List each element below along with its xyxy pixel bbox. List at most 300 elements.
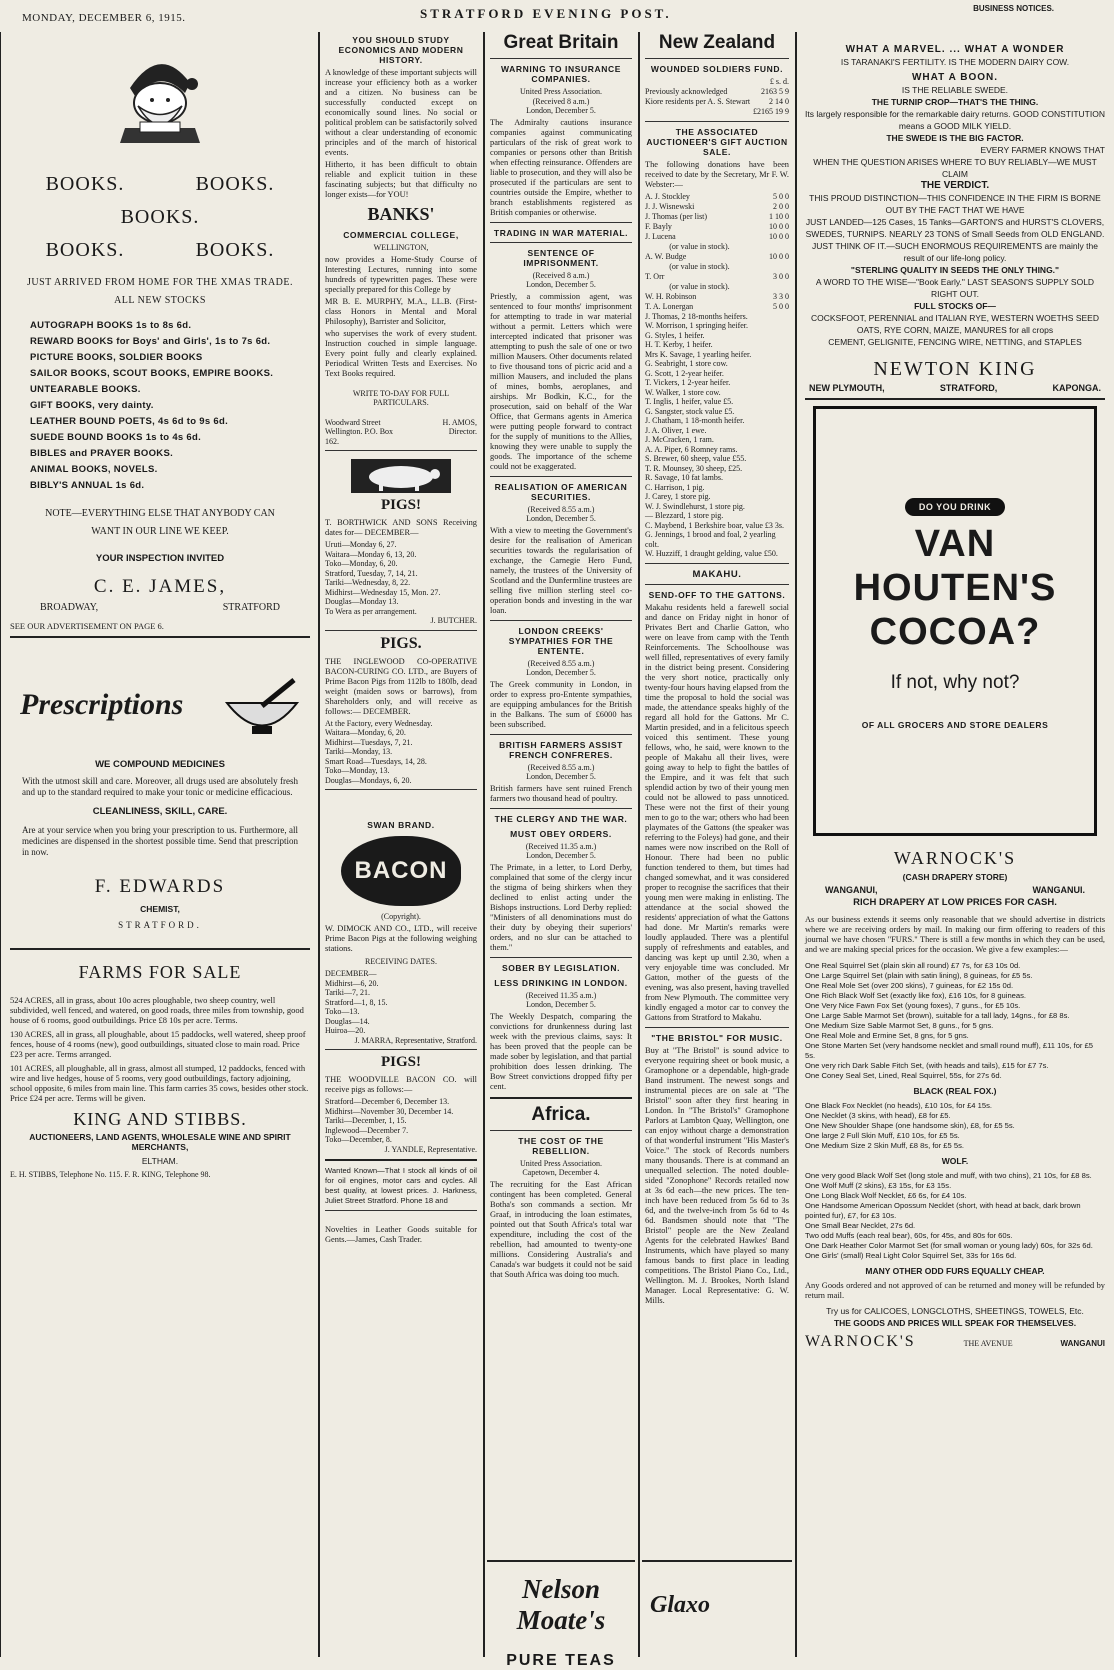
write-today: WRITE TO-DAY FOR FULL PARTICULARS. — [352, 388, 450, 407]
study-heading: YOU SHOULD STUDY ECONOMICS AND MODERN HISTORY. — [338, 35, 464, 65]
table-row — [645, 212, 789, 222]
agents-telephone: E. H. STIBBS, Telephone No. 115. F. R. KING, Telephone 98. — [10, 1170, 211, 1179]
seed-ad-line: EVERY FARMER KNOWS THAT — [980, 145, 1105, 155]
study-paragraph: A knowledge of these important subjects will increase your efficiency both as a worker and a citizen. No business can be successfully conducted except on economically sound lines. No social or political problem can be satisfactorily solved without a clear understanding of economic principles and of the march of historical events. — [325, 68, 477, 157]
book-list-item: BIBLES and PRAYER BOOKS. — [30, 448, 174, 459]
fur-item: One Handsome American Opossum Necklet (short, with head at back, dark brown pointed fur), £7, for £3 10s. — [805, 1201, 1081, 1220]
received-time: (Received 8 a.m.) — [532, 96, 590, 106]
date-line: Midhirst—Wednesday 15, Mon. 27. — [325, 587, 441, 597]
wolf-list — [805, 1171, 1105, 1261]
date-line: Midhirst—November 30, December 14. — [325, 1106, 454, 1116]
gift-item: — Blezzard, 1 store pig. — [645, 511, 724, 520]
donations-table — [645, 192, 789, 312]
date-line: DECEMBER— — [325, 969, 377, 978]
article-body: The Weekly Despatch, comparing the convictions for drunkenness during last week with the previous claims, says: It has been proved that the people can be made sober by legislation, and that partial prohibition does lessen drinking. The Bow Street convictions dropped fifty per cent. — [490, 1011, 632, 1091]
prescriptions-text: With the utmost skill and care. Moreover, all drugs used are absolutely fresh and up to the standard required to make your tonic or medicine efficacious. — [22, 776, 298, 797]
article-heading: WARNING TO INSURANCE COMPANIES. — [501, 64, 621, 84]
amount — [754, 262, 789, 272]
article-heading: SENTENCE OF IMPRISONMENT. — [523, 247, 599, 268]
book-list-item: UNTEARABLE BOOKS. — [30, 384, 141, 395]
dimock-dates — [325, 969, 477, 1036]
fund-value: 2 14 0 — [769, 96, 789, 106]
woodville-dates — [325, 1097, 477, 1145]
fur-item: One Necklet (3 skins, with head), £8 for £5. — [805, 1111, 951, 1120]
farms-title: FARMS FOR SALE — [78, 962, 242, 982]
seed-ad-line: CEMENT, GELIGNITE, FENCING WIRE, NETTING, and STAPLES — [828, 337, 1082, 347]
table-row — [645, 202, 789, 212]
mortar-pestle-icon — [222, 678, 302, 738]
article-body: The Greek community in London, in order to express pro-Entente sympathies, are equipping ambulances for the British in the Balkans. The sum of £6000 has been subscribed. — [490, 679, 632, 729]
college-contact — [325, 418, 477, 447]
book-list-item: PICTURE BOOKS, SOLDIER BOOKS — [30, 352, 203, 363]
fur-item: One Long Black Wolf Necklet, £6 6s, for £4 10s. — [805, 1191, 967, 1200]
table-row — [645, 282, 789, 292]
books-heading: BOOKS. — [120, 206, 200, 228]
address-street: BROADWAY, — [40, 602, 99, 613]
warnock-intro: As our business extends it seems only reasonable that we should advertise in districts where we are receiving orders by mail. In making our firm offering to readers of this journal we have chosen "FURS." There is still a few months in which they can be used, and we are making special prices for the occasion. We give a few examples:— — [805, 915, 1105, 954]
date-line: Midhirst—Tuesdays, 7, 21. — [325, 737, 413, 747]
table-row — [645, 242, 789, 252]
fur-item: One Dark Heather Color Marmot Set (for small woman or young lady) 60s, for 32s 6d. — [805, 1241, 1093, 1250]
book-list-item: BIBLY'S ANNUAL 1s 6d. — [30, 480, 145, 491]
donor: W. H. Robinson — [645, 291, 697, 301]
fund-label: Kiore residents per A. S. Stewart — [645, 96, 751, 106]
gift-item: G. Scott, 1 2-year heifer. — [645, 368, 724, 378]
gift-item: H. T. Kerby, 1 heifer. — [645, 340, 713, 349]
gift-item: J. Chatham, 1 18-month heifer. — [645, 416, 745, 425]
section-africa: Africa. — [531, 1103, 591, 1125]
orders-note: Any Goods ordered and not approved of can be returned and money will be refunded by return mail. — [805, 1281, 1105, 1300]
book-list-item: SAILOR BOOKS, SCOUT BOOKS, EMPIRE BOOKS. — [30, 368, 274, 379]
column-5 — [799, 30, 1111, 1658]
glaxo-ad — [642, 1560, 792, 1658]
article-body: The recruiting for the East African contingent has been completed. General Botha's son commands a section. Mr Graaf, in introducing the loan estimates, pointed out that South Africa's total war expenditure, including the cost of the rebellion, had amounted to twenty-one millions. Considering Australia's and Canada's war budgets it could not be said that South Africa was doing too much. — [490, 1179, 632, 1279]
murphy-credentials: MR B. E. MURPHY, M.A., LL.B. (First-class Honors in Mental and Moral Philosophy), Barrister and Solicitor, — [325, 296, 477, 326]
see-advertisement: SEE OUR ADVERTISEMENT ON PAGE 6. — [10, 621, 164, 631]
nelson-moate-ad — [487, 1560, 635, 1669]
gift-item: S. Brewer, 60 sheep, value £55. — [645, 454, 747, 463]
goods-prices-line: THE GOODS AND PRICES WILL SPEAK FOR THEMSELVES. — [833, 1318, 1077, 1328]
seed-ad-line: THE VERDICT. — [920, 180, 990, 191]
table-row — [645, 107, 789, 117]
article-heading: SEND-OFF TO THE GATTONS. — [648, 589, 786, 600]
college-name: COMMERCIAL COLLEGE, — [343, 230, 459, 240]
table-row — [645, 272, 789, 282]
fur-item: One Small Bear Necklet, 27s 6d. — [805, 1221, 916, 1230]
article-heading: MUST OBEY ORDERS. — [510, 828, 612, 839]
column-rule — [0, 32, 1, 1657]
seed-ad-line: FULL STOCKS OF— — [914, 301, 996, 311]
article-heading: "THE BRISTOL" FOR MUSIC. — [651, 1032, 783, 1043]
town: STRATFORD, — [939, 383, 998, 393]
column-rule — [795, 32, 797, 1657]
donor: F. Bayly — [645, 221, 672, 231]
black-fox-heading: BLACK (REAL FOX.) — [913, 1086, 997, 1096]
gift-item: C. Maybend, 1 Berkshire boar, value £3 3s. — [645, 520, 784, 530]
business-notices-label: BUSINESS NOTICES. — [973, 4, 1054, 13]
copyright: (Copyright). — [381, 912, 421, 921]
van-text: VAN — [914, 523, 996, 565]
fund-label — [645, 107, 752, 117]
donor-note: (or value in stock). — [669, 281, 730, 291]
column-rule — [483, 32, 485, 1657]
gift-item: C. Harrison, 1 pig. — [645, 482, 705, 492]
date-line: Tariki—7, 21. — [325, 988, 370, 997]
column-rule — [638, 32, 640, 1657]
date-line: To Wera as per arrangement. — [325, 606, 417, 616]
received-time: (Received 8.55 a.m.) — [527, 504, 595, 514]
gift-list — [645, 312, 789, 559]
fur-item: One very rich Dark Sable Fitch Set, (with heads and tails), £15 for £7 7s. — [805, 1061, 1049, 1070]
donor: T. Orr — [645, 271, 665, 281]
fur-item: One Wolf Muff (2 skins), £3 15s, for £3 15s. — [805, 1181, 952, 1190]
pigs-heading: PIGS. — [380, 634, 422, 652]
article-heading: THE COST OF THE REBELLION. — [518, 1135, 604, 1156]
seed-ad-line: IS TARANAKI'S FERTILITY. IS THE MODERN DAIRY COW. — [840, 57, 1070, 67]
donor: J. Lucena — [645, 231, 676, 241]
seed-ad-line: WHAT A MARVEL. ... WHAT A WONDER — [845, 44, 1065, 55]
seed-ad-line: WHAT A BOON. — [911, 72, 999, 83]
try-us-line: Try us for CALICOES, LONGCLOTHS, SHEETINGS, TOWELS, Etc. — [826, 1306, 1084, 1316]
article-heading: REALISATION OF AMERICAN SECURITIES. — [494, 481, 628, 502]
seed-ad-line: "STERLING QUALITY IN SEEDS THE ONLY THING." — [850, 265, 1060, 275]
books-header-row-2 — [10, 239, 310, 262]
amount — [754, 282, 789, 292]
seed-ad-line: COCKSFOOT, PERENNIAL and ITALIAN RYE, WESTERN WOETHS SEED OATS, RYE CORN, MAIZE, MANURES for all crops — [811, 313, 1099, 335]
date-line: Huiroa—20. — [325, 1026, 366, 1035]
books-heading: BOOKS. — [45, 173, 125, 195]
fur-item: One Real Mole Set (over 200 skins), 7 guineas, for £2 15s 0d. — [805, 981, 1014, 990]
seed-ad-line: Its largely responsible for the remarkable dairy returns. GOOD CONSTITUTION means a GOOD MILK YIELD. — [805, 109, 1105, 131]
article-body: With a view to meeting the Government's desire for the realisation of American securities towards the regularisation of exchange, the Carnegie Hero Fund, namely, the trustees of the University of Scotland and the Dunfermline trustees are selling five million sterling steel co-operation bonds and investing in the war loan. — [490, 525, 632, 615]
date-line: Toko—13. — [325, 1007, 360, 1016]
college-town: WELLINGTON, — [373, 243, 429, 252]
chemist-label: CHEMIST, — [140, 904, 180, 914]
book-list — [10, 320, 310, 491]
dateline: London, December 5. — [526, 772, 596, 781]
date-line: Tariki—Wednesday, 8, 22. — [325, 578, 411, 587]
donor: A. J. Stockley — [645, 191, 690, 201]
column-2 — [322, 30, 480, 1658]
seed-ad-line: JUST LANDED—125 Cases, 15 Tanks—GARTON'S and HURST'S CLOVERS, SWEDES, TURNIPS. NEARLY 23 TONS of Small Seeds from OLD ENGLAND. — [805, 217, 1105, 239]
newton-king-towns — [805, 383, 1105, 393]
fur-item: One very good Black Wolf Set (long stole and muff, with two chins), 21 10s, for £8 8s. — [805, 1171, 1092, 1180]
dimock-intro: W. DIMOCK AND CO., LTD., will receive Prime Bacon Pigs at the following weighing stations. — [325, 923, 477, 953]
date-line: Tariki—Monday, 13. — [325, 747, 393, 756]
dateline: London, December 5. — [526, 668, 596, 677]
bacon-pig-logo — [341, 836, 461, 906]
nelson-logo: Nelson Moate's — [516, 1574, 606, 1635]
amount: 5 0 0 — [773, 301, 789, 311]
compound-heading: WE COMPOUND MEDICINES — [95, 759, 225, 770]
books-heading: BOOKS. — [195, 173, 275, 195]
table-row — [645, 232, 789, 242]
table-row — [645, 302, 789, 312]
date-line: Stratford, Tuesday, 7, 14, 21. — [325, 568, 418, 578]
date-line: Douglas—Monday 13. — [325, 597, 399, 606]
dateline: London, December 5. — [526, 514, 596, 523]
dateline: Capetown, December 4. — [522, 1168, 600, 1177]
amount: 10 0 0 — [769, 251, 789, 261]
fur-item: One New Shoulder Shape (one handsome skin), £8, for £5 5s. — [805, 1121, 1015, 1130]
article-heading: LESS DRINKING IN LONDON. — [494, 977, 628, 988]
borthwick-dates — [325, 540, 477, 616]
article-heading: LONDON CREEKS' SYMPATHIES FOR THE ENTENTE. — [508, 625, 614, 656]
fur-item: One Stone Marten Set (very handsome necklet and small round muff), £11 10s, for £5 5s. — [805, 1041, 1094, 1060]
if-not-why-not: If not, why not? — [890, 672, 1020, 693]
gift-item: Mrs K. Savage, 1 yearling heifer. — [645, 349, 752, 359]
press-association: United Press Association. — [520, 1158, 602, 1168]
gift-item: J. Thomas, 2 18-months heifers. — [645, 311, 748, 321]
fur-item: One Black Fox Necklet (no heads), £10 10s, for £4 15s. — [805, 1101, 992, 1110]
chemist-name: F. EDWARDS — [94, 876, 226, 897]
gift-item: W. Walker, 1 store cow. — [645, 387, 721, 397]
gift-item: A. A. Piper, 6 Romney rams. — [645, 444, 738, 454]
wanted-known-ad: Wanted Known—That I stock all kinds of oil for oil engines, motor cars and cycles. All best quality, at lowest prices. J. Harkness, Juliet Street Stratford. Phone 18 and — [325, 1166, 477, 1205]
fur-item: One Large Sable Marmot Set (brown), suitable for a tall lady, 14gns., for £8 8s. — [805, 1011, 1070, 1020]
bacon-logo-text: BACON — [354, 857, 448, 884]
town: KAPONGA. — [1052, 383, 1101, 393]
amount: 3 3 0 — [773, 291, 789, 301]
banks-heading: BANKS' — [367, 204, 435, 224]
received-time: (Received 11.35 a.m.) — [525, 841, 597, 851]
fund-total: £2165 19 9 — [753, 106, 789, 116]
amount: 2 0 0 — [773, 201, 789, 211]
table-row — [645, 292, 789, 302]
fur-item: One Girls' (small) Real Light Color Squirrel Set, 33s for 16s 6d. — [805, 1251, 1017, 1260]
avenue: THE AVENUE — [963, 1339, 1013, 1348]
fur-list — [805, 961, 1105, 1081]
fur-item: One Coney Seal Set, Lined, Real Squirrel, 55s, for 27s 6d. — [805, 1071, 1002, 1080]
marra-signature: J. MARRA, Representative, Stratford. — [354, 1035, 477, 1045]
town: NEW PLYMOUTH, — [809, 383, 885, 393]
address-town: STRATFORD — [222, 602, 280, 613]
wolf-heading: WOLF. — [941, 1156, 969, 1166]
section-makahu: MAKAHU. — [692, 568, 742, 580]
study-paragraph: Hitherto, it has been difficult to obtain reliable and explicit tuition in these fascinating subjects; but that difficulty no longer exists—for YOU! — [325, 160, 477, 199]
inglewood-dates — [325, 719, 477, 786]
borthwick-intro: T. BORTHWICK AND SONS Receiving dates for— DECEMBER— — [325, 518, 477, 537]
dateline: London, December 5. — [526, 106, 596, 115]
amount: 1 10 0 — [769, 211, 789, 221]
dateline: London, December 5. — [526, 280, 596, 289]
section-new-zealand: New Zealand — [658, 32, 776, 53]
gift-item: G. Styles, 1 heifer. — [645, 330, 705, 340]
book-list-item: SUEDE BOUND BOOKS 1s to 4s 6d. — [30, 432, 202, 443]
table-row — [645, 222, 789, 232]
fur-item: One Medium Size 2 Skin Muff, £8 8s, for £5 5s. — [805, 1141, 964, 1150]
warnock-footer-name: WARNOCK'S — [805, 1333, 916, 1350]
money-header: £ s. d. — [769, 77, 789, 86]
book-list-item: ANIMAL BOOKS, NOVELS. — [30, 464, 158, 475]
agents-town: ELTHAM. — [141, 1156, 179, 1166]
amount: 5 0 0 — [773, 191, 789, 201]
gift-item: J. McCracken, 1 ram. — [645, 435, 714, 444]
warnock-title: WARNOCK'S — [893, 848, 1017, 868]
article-heading: SOBER BY LEGISLATION. — [501, 962, 621, 973]
warnock-footer — [805, 1333, 1105, 1351]
do-you-drink: DO YOU DRINK — [905, 498, 1005, 516]
prescriptions-text-2: Are at your service when you bring your prescription to us. Furthermore, all medicines are dispensed in the shortest possible time. Send that prescription in now. — [22, 825, 298, 857]
fur-item: One Rich Black Wolf Set (exactly like fox), £16 10s, for 8 guineas. — [805, 991, 1027, 1000]
donations-intro: The following donations have been received to date by the Secretary, Mr F. W. Webster:— — [645, 159, 789, 189]
farm-listing: 524 ACRES, all in grass, about 10o acres ploughable, two sheep country, well subdivided, well fenced, and watered, on good roads, three miles from township, good house of 6 rooms, good outbuildings. Price £8 10s per acre. Terms. — [10, 995, 304, 1025]
farm-listing: 101 ACRES, all ploughable, all in grass, almost all stumped, 12 paddocks, fenced with wire and live hedges, house of 5 rooms, very good outbuildings, factory adjoining, school opposite, 6 miles from main line. This farm carries 35 cows, besides other stock. Price £24 per acre. Terms will be given. — [10, 1063, 309, 1103]
date-line: Toko—Monday, 6, 20. — [325, 559, 398, 568]
date-line: Waitara—Monday, 6, 20. — [325, 728, 406, 737]
fund-label: Previously acknowledged — [645, 86, 728, 96]
date-line: Inglewood—December 7. — [325, 1125, 409, 1135]
woodville-intro: THE WOODVILLE BACON CO. will receive pigs as follows:— — [325, 1075, 477, 1094]
seed-ad-line: IS THE RELIABLE SWEDE. — [901, 85, 1009, 95]
article-body: The Admiralty cautions insurance companies against communicating particulars of the risk of great work to companies or persons other than British when effecting reinsurance. Offenders are liable to prosecution, and they will also be prosecuted if the particulars are sent to countries outside the Empire, whether to branch establishments registered as British companies or otherwise. — [490, 117, 632, 217]
warnock-subtitle: (CASH DRAPERY STORE) — [902, 872, 1008, 882]
rich-drapery: RICH DRAPERY AT LOW PRICES FOR CASH. — [853, 897, 1057, 908]
agents-subtitle: AUCTIONEERS, LAND AGENTS, WHOLESALE WINE AND SPIRIT MERCHANTS, — [29, 1132, 291, 1152]
santa-illustration — [100, 48, 220, 143]
amount: 10 0 0 — [769, 221, 789, 231]
note-text: NOTE—EVERYTHING ELSE THAT ANYBODY CAN WANT IN OUR LINE WE KEEP. — [45, 508, 275, 537]
article-body: The Primate, in a letter, to Lord Derby, complained that some of the clergy incur the stigma of being shirkers when they declined to enlist acting under the Bishops instructions. Lord Derby replied: "Ministers of all denominations must do their duty by obeying their superiors' orders, and no slur can be attached to them." — [490, 862, 632, 952]
gift-item: T. R. Mounsey, 30 sheep, £25. — [645, 463, 743, 473]
date-line: Douglas—14. — [325, 1016, 370, 1026]
college-director: H. AMOS, Director. — [442, 417, 477, 436]
seed-ad-line: WHEN THE QUESTION ARISES WHERE TO BUY RELIABLY—WE MUST CLAIM — [813, 157, 1097, 179]
agents-name: KING AND STIBBS. — [73, 1109, 247, 1129]
seed-ad-line: JUST THINK OF IT.—SUCH ENORMOUS REQUIREMENTS are mainly the result of our life-long policy. — [812, 241, 1098, 263]
firm-name: C. E. JAMES, — [93, 576, 227, 597]
swan-brand: SWAN BRAND. — [367, 820, 435, 830]
just-arrived-text: JUST ARRIVED FROM HOME FOR THE XMAS TRADE. ALL NEW STOCKS — [26, 277, 294, 306]
many-furs: MANY OTHER ODD FURS EQUALLY CHEAP. — [865, 1266, 1045, 1276]
pigs-heading: PIGS! — [380, 1054, 421, 1070]
article-heading: THE CLERGY AND THE WAR. — [494, 813, 628, 824]
date-line: Smart Road—Tuesdays, 14, 28. — [325, 756, 427, 766]
firm-address — [10, 602, 310, 613]
date-line: At the Factory, every Wednesday. — [325, 718, 433, 728]
fur-item: Two odd Muffs (each real bear), 60s, for 45s, and 80s for 60s. — [805, 1231, 1013, 1240]
books-heading: BOOKS. — [45, 239, 125, 261]
van-houtens-cocoa-ad — [813, 406, 1097, 836]
date-line: Stratford—December 6, December 13. — [325, 1097, 450, 1106]
received-time: (Received 8 a.m.) — [532, 270, 590, 280]
glaxo-logo: Glaxo — [650, 1592, 710, 1618]
article-body: Makahu residents held a farewell social and dance on Friday night in honor of Privates Bert and Charlie Gatton, who were on leave from camp with the Tenth Reinforcements. The Schoolhouse was well filled, representatives of every family in the district being present. Considering the very short notice, practically only twenty-four hours having elapsed from the time the proposal to hold the social was made, the attendance speaks highly of the regard all hold for the Gattons. Mr C. Martin presided, and in a felicitous speech voiced this sentiment. These young fellows, who, he said, were known to the people of Makahu all their lives, were going away to help to fight the battles of the Empire, and it was felt that such splendid action by two of their young men could not be allowed to pass unnoticed. These were not the first of their young men to go to the war; others who had been playmates of the Gattons (the speaker was referring to the Foleys) had gone, and their names were now inscribed on the Roll of Honour. There had been no public function tendered to them, but times had changed somewhat, and it was considered proper to recognise the sacrifices that their young men were making in enlisting. The attendance at the social showed the residents' appreciation of what the Gattons had done. Mr Martin's remarks were loudly applauded. There was a plentiful supply of refreshments and eatables, and dancing was kept up until 2.30, when a very enjoyable time was concluded. Mr Gatton, mother of the guests of the evening, was also present, having travelled from New Plymouth. The committee very kindly engaged a motor car to convey the Gattons from Stratford to Makahu. — [645, 602, 789, 1022]
amount — [754, 242, 789, 252]
donor-note: (or value in stock). — [669, 261, 730, 271]
novelties-ad: Novelties in Leather Goods suitable for Gents.—James, Cash Trader. — [325, 1225, 477, 1244]
prescriptions-title: Prescriptions — [20, 688, 184, 721]
book-list-item: REWARD BOOKS for Boys' and Girls', 1s to 7s 6d. — [30, 336, 271, 347]
article-heading: WOUNDED SOLDIERS FUND. — [650, 64, 784, 74]
gift-item: W. Huzziff, 1 draught gelding, value £50. — [645, 549, 778, 558]
date-line: Waitara—Monday 6, 13, 20. — [325, 549, 417, 559]
donor: J. J. Wisnewski — [645, 201, 695, 211]
gift-item: G. Seabright, 1 store cow. — [645, 359, 728, 368]
book-list-item: AUTOGRAPH BOOKS 1s to 8s 6d. — [30, 320, 192, 331]
grocers-line: OF ALL GROCERS AND STORE DEALERS — [861, 720, 1049, 730]
received-time: (Received 8.55 a.m.) — [527, 762, 595, 772]
farm-listings — [10, 995, 310, 1103]
fund-table — [645, 87, 789, 117]
donor: T. A. Lonergan — [645, 301, 694, 311]
article-heading: BRITISH FARMERS ASSIST FRENCH CONFRERES. — [499, 739, 623, 760]
books-heading: BOOKS. — [195, 239, 275, 261]
section-great-britain: Great Britain — [503, 32, 619, 53]
column-1 — [6, 30, 314, 1658]
column-3 — [487, 30, 635, 1658]
college-address: Woodward Street Wellington. P.O. Box 162. — [325, 417, 394, 446]
fur-item: One Very Nice Fawn Fox Set (young foxes), 7 guns., for £5 10s. — [805, 1001, 1021, 1010]
article-body: Priestly, a commission agent, was sentenced to four months' imprisonment for attempting to trade in war material without a permit. Letters which were intercepted indicated that prisoner was attempting to push the sale of one or two million Mausers. Other documents related to five thousand tons of picric acid and a million Mausers, and included the plans of mines, bombs, aeroplanes, and airships. Mr Bodkin, K.C., for the prosecution, said on behalf of the War Office, that Germans agents in America were putting people forward to contract for the supply of munitions to the Allies, knowing they were unable to supply the goods. The importance of the scheme could not be exaggerated. — [490, 291, 632, 471]
book-list-item: GIFT BOOKS, very dainty. — [30, 400, 154, 411]
donor: J. Thomas (per list) — [645, 211, 708, 221]
date-line: Uruti—Monday 6, 27. — [325, 540, 397, 549]
inspection-invited: YOUR INSPECTION INVITED — [95, 553, 225, 564]
cocoa-text: COCOA? — [869, 611, 1041, 653]
fur-item: One Medium Size Sable Marmot Set, 8 guns., for 5 gns. — [805, 1021, 994, 1030]
amount: 10 0 0 — [769, 231, 789, 241]
prescriptions-banner — [10, 658, 310, 753]
gift-item: G. Jennings, 1 brood and foal, 2 yearling colt. — [645, 530, 776, 549]
received-time: (Received 11.35 a.m.) — [525, 990, 597, 1000]
gift-item: T. Inglis, 1 heifer, value £5. — [645, 397, 734, 406]
cleanliness-heading: CLEANLINESS, SKILL, CARE. — [92, 806, 228, 817]
seed-ad-line: THE SWEDE IS THE BIG FACTOR. — [886, 133, 1024, 143]
town: WANGANUI. — [1032, 885, 1085, 895]
date-line: Toko—December, 8. — [325, 1135, 392, 1144]
receiving-dates: RECEIVING DATES. — [365, 956, 437, 966]
warnock-towns — [805, 883, 1105, 897]
gift-item: W. Morrison, 1 springing heifer. — [645, 321, 749, 330]
books-header-row-1 — [10, 173, 310, 196]
fur-item: One Real Mole and Ermine Set, 8 gns, for 5 gns. — [805, 1031, 969, 1040]
date-line: Toko—Monday, 13. — [325, 766, 390, 775]
pig-illustration — [351, 459, 451, 493]
wanganui-footer: WANGANUI — [1060, 1339, 1105, 1348]
fur-item: One Large Squirrel Set (plain with satin lining), 8 guineas, for £5 5s. — [805, 971, 1033, 980]
gift-item: G. Sangster, stock value £5. — [645, 406, 735, 416]
pigs-heading: PIGS! — [380, 497, 421, 513]
gift-item: R. Savage, 10 fat lambs. — [645, 473, 723, 482]
donor-note: (or value in stock). — [669, 241, 730, 251]
date-line: Douglas—Mondays, 6, 20. — [325, 775, 412, 785]
gift-item: J. Carey, 1 store pig. — [645, 492, 711, 501]
houtens-text: HOUTEN'S — [853, 567, 1057, 609]
book-list-item: LEATHER BOUND POETS, 4s 6d to 9s 6d. — [30, 416, 229, 427]
gift-item: J. A. Oliver, 1 ewe. — [645, 425, 707, 435]
donor: A. W. Budge — [645, 251, 687, 261]
black-fox-list — [805, 1101, 1105, 1151]
seed-ad-line: THIS PROUD DISTINCTION—THIS CONFIDENCE IN THE FIRM IS BORNE OUT BY THE FACT THAT WE HAVE — [809, 193, 1101, 215]
farm-listing: 130 ACRES, all in grass, all ploughable, about 15 paddocks, well watered, sheep proof fences, house of 4 rooms (new), good outbuildings, situated close to main road. Price £23 per acre. Terms arranged. — [10, 1029, 306, 1059]
received-time: (Received 8.55 a.m.) — [527, 658, 595, 668]
college-paragraph: who supervises the work of every student. Instruction couched in simple language. Every point fully and clearly explained. Periodical Written Tests and Exercises. No Text Books required. — [325, 328, 477, 378]
article-body: Buy at "The Bristol" is sound advice to everyone requiring sheet or book music, a Gramophone or a dependable, high-grade Band instrument. The newest songs and instrumental pieces are on sale at "The Bristol" soon after they first hearing in London. In "The Bristol's" Gramophone Parlors at Lambton Quay, Wellington, one can enjoy without charge a demonstration of that wonderful instrument "His Master's Voice." The stock of Records numbers many thousands. There is at command an unequalled selection. The noted double-sided "Zonophone" Records retailed now at 3s 6d each—the new prices. The ten-inch have been reduced from 5s 6d to 3s 6d, and the twelve-inch from 5s 6d to 4s 6d. Bandsmen should note that "The Bristol" people are the New Zealand Agents for the celebrated Hawkes' Band Instruments, which have played so many famous bands to first place in leading competitions. The Bristol Piano Co., Ltd., Wellington. M. J. Brookes, North Island Manager. Local Representative: G. W. Mills. — [645, 1045, 789, 1305]
date-line: Midhirst—6, 20. — [325, 978, 379, 988]
masthead — [0, 0, 1114, 30]
fund-value: 2163 5 9 — [761, 86, 789, 96]
butcher-signature: J. BUTCHER. — [430, 616, 477, 625]
inglewood-intro: THE INGLEWOOD CO-OPERATIVE BACON-CURING CO. LTD., are Buyers of Prime Bacon Pigs from 112lb to 180lb, dead weight (maiden sows or barrows), from Shareholders only, and will receive as follows:— DECEMBER. — [325, 656, 477, 716]
press-association: United Press Association. — [520, 87, 602, 96]
seed-ad-line: THE TURNIP CROP—THAT'S THE THING. — [871, 97, 1039, 107]
table-row — [645, 192, 789, 202]
dateline: London, December 5. — [526, 851, 596, 860]
date-line: Stratford—1, 8, 15. — [325, 997, 388, 1007]
newton-king: NEWTON KING — [873, 358, 1037, 380]
town: WANGANUI, — [825, 885, 878, 895]
